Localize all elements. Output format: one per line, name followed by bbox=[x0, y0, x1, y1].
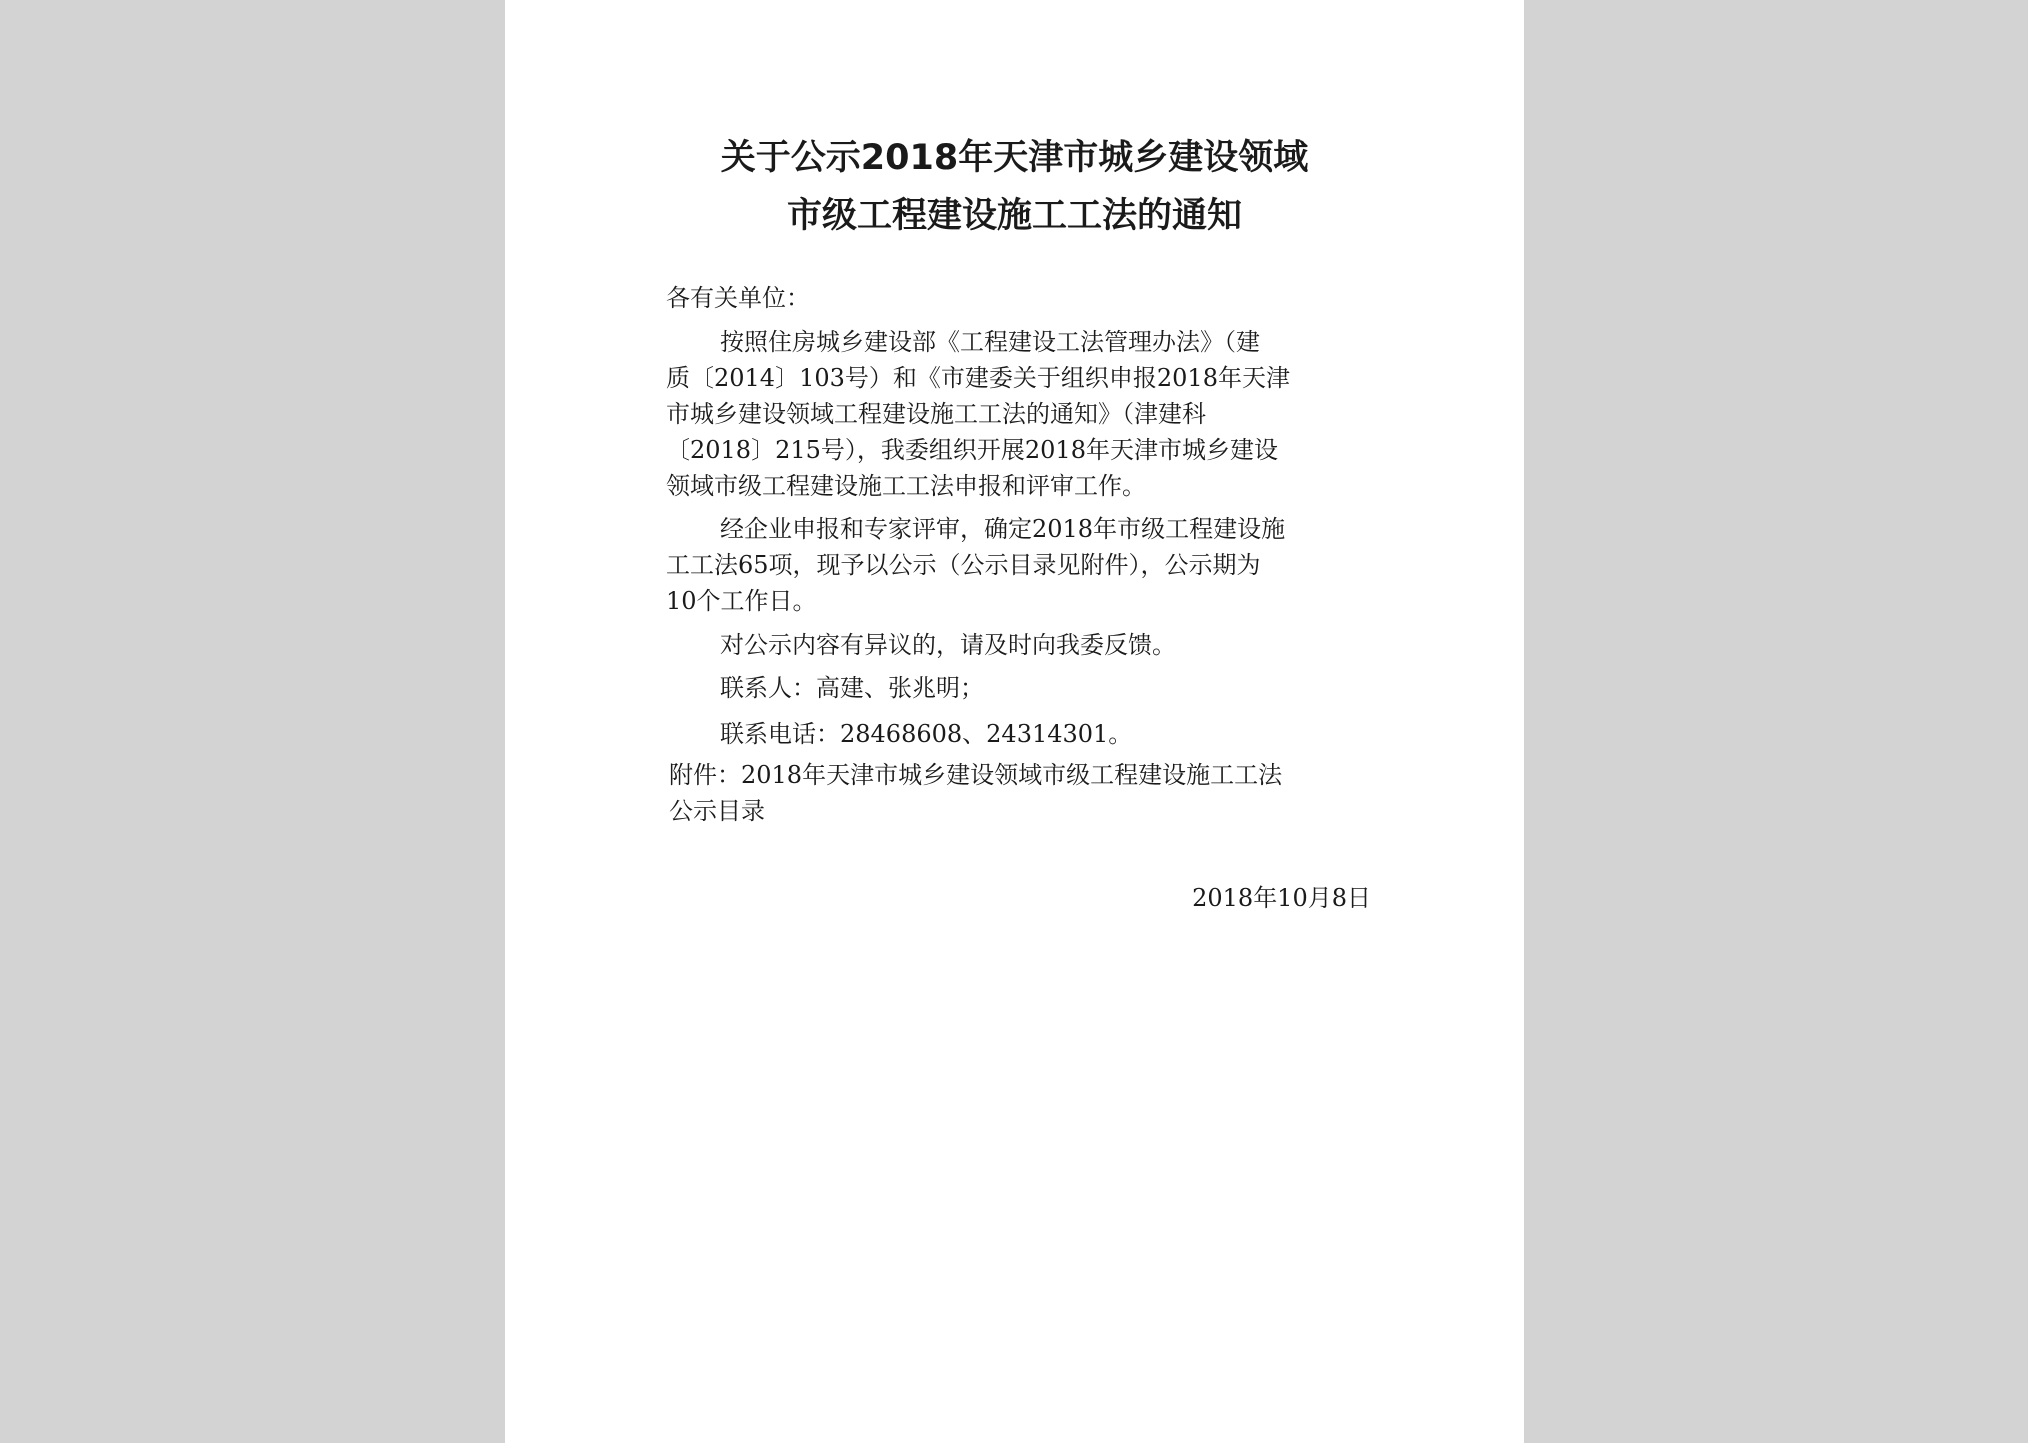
attachment-line: 公示目录 bbox=[669, 797, 765, 825]
paragraph-2-line: 10个工作日。 bbox=[666, 587, 817, 615]
paragraph-2-line: 经企业申报和专家评审，确定2018年市级工程建设施 bbox=[720, 515, 1286, 543]
paragraph-1-line: 质〔2014〕103号）和《市建委关于组织申报2018年天津 bbox=[666, 364, 1290, 392]
paragraph-1 bbox=[666, 324, 1372, 504]
paragraph-2-line: 工工法65项，现予以公示（公示目录见附件），公示期为 bbox=[666, 551, 1261, 579]
attachment-note bbox=[669, 757, 1375, 829]
contact-person: 联系人：高建、张兆明； bbox=[720, 674, 984, 702]
document-title-line-2: 市级工程建设施工工法的通知 bbox=[786, 196, 1242, 236]
paragraph-1-line: 市城乡建设领域工程建设施工工法的通知》（津建科 bbox=[666, 400, 1206, 428]
paragraph-1-line: 按照住房城乡建设部《工程建设工法管理办法》（建 bbox=[720, 328, 1260, 356]
paragraph-3: 对公示内容有异议的，请及时向我委反馈。 bbox=[720, 631, 1176, 659]
contact-phone: 联系电话：28468608、24314301。 bbox=[720, 720, 1133, 748]
paragraph-2 bbox=[666, 511, 1372, 619]
document-date: 2018年10月8日 bbox=[1192, 884, 1371, 912]
attachment-line: 附件：2018年天津市城乡建设领域市级工程建设施工工法 bbox=[669, 761, 1283, 789]
paragraph-1-line: 领域市级工程建设施工工法申报和评审工作。 bbox=[666, 472, 1146, 500]
document-title-line-1: 关于公示2018年天津市城乡建设领域 bbox=[720, 138, 1309, 178]
salutation: 各有关单位： bbox=[666, 284, 810, 312]
document-page bbox=[505, 0, 1524, 1443]
paragraph-1-line: 〔2018〕215号），我委组织开展2018年天津市城乡建设 bbox=[666, 436, 1278, 464]
